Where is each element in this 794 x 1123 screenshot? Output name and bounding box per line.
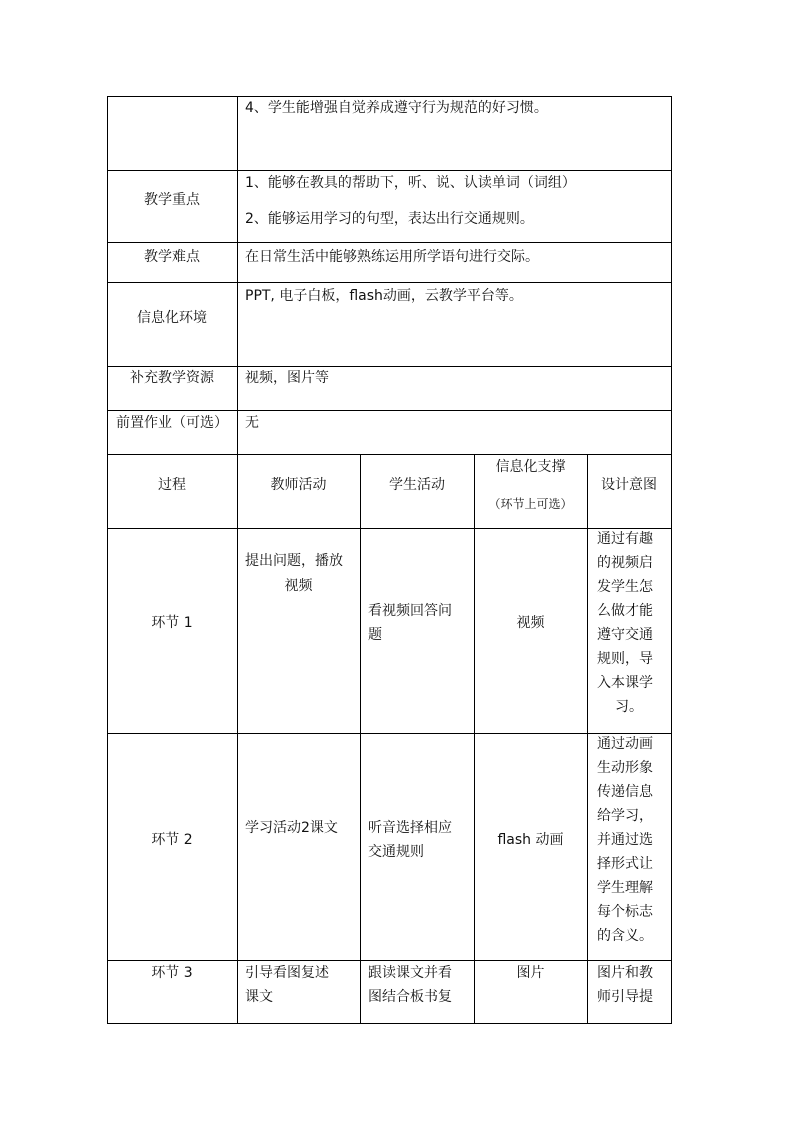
step-2-intent-line-8: 每个标志 xyxy=(597,904,653,920)
step-2-student-line-1: 听音选择相应 xyxy=(368,820,452,836)
step-2-intent-line-5: 并通过选 xyxy=(597,832,653,848)
step-3-name: 环节 3 xyxy=(151,965,193,981)
step-1-intent-line-4: 么做才能 xyxy=(597,603,653,619)
difficulties-label: 教学难点 xyxy=(144,249,200,265)
step-2-intent-line-1: 通过动画 xyxy=(597,736,653,752)
step-1-teacher-line-1: 提出问题，播放 xyxy=(245,553,343,569)
header-it-support-note: （环节上可选） xyxy=(488,497,573,511)
step-2-intent-line-9: 的含义。 xyxy=(597,928,653,944)
step-2-teacher-line-1: 学习活动2课文 xyxy=(245,820,338,836)
step-1-intent-line-7: 入本课学 xyxy=(597,675,653,691)
step-1-intent-line-6: 规则，导 xyxy=(597,651,653,667)
step-3-it: 图片 xyxy=(516,965,545,981)
step-1-student-line-1: 看视频回答问 xyxy=(368,603,452,619)
header-intent: 设计意图 xyxy=(601,477,657,493)
step-3-teacher-line-1: 引导看图复述 xyxy=(245,965,329,981)
it-env-text: PPT, 电子白板，flash动画，云教学平台等。 xyxy=(245,288,523,304)
step-1-intent-line-8: 习。 xyxy=(615,699,643,715)
resources-text: 视频，图片等 xyxy=(245,370,329,386)
column-divider xyxy=(237,96,238,1024)
step-2-intent-line-2: 生动形象 xyxy=(597,760,653,776)
table-border-right xyxy=(671,96,672,1024)
column-divider xyxy=(360,454,361,1024)
step-2-intent-line-3: 传递信息 xyxy=(597,784,653,800)
header-it-support: 信息化支撑 xyxy=(495,459,566,475)
key-points-label: 教学重点 xyxy=(144,192,200,208)
header-process: 过程 xyxy=(158,477,186,493)
step-3-intent-line-1: 图片和教 xyxy=(597,965,653,981)
step-1-student-line-2: 题 xyxy=(368,627,382,643)
step-1-teacher-line-2: 视频 xyxy=(284,578,313,594)
pre-work-label: 前置作业（可选） xyxy=(116,415,228,431)
step-2-student-line-2: 交通规则 xyxy=(368,844,424,860)
step-1-it: 视频 xyxy=(516,615,545,631)
step-3-intent-line-2: 师引导提 xyxy=(597,989,653,1005)
table-border-left xyxy=(107,96,108,1024)
column-divider xyxy=(474,454,475,1024)
column-divider xyxy=(587,454,588,1024)
step-1-intent-line-3: 发学生怎 xyxy=(597,579,653,595)
difficulties-text: 在日常生活中能够熟练运用所学语句进行交际。 xyxy=(245,249,539,265)
resources-label: 补充教学资源 xyxy=(130,370,214,386)
objective-item-4: 4、学生能增强自觉养成遵守行为规范的好习惯。 xyxy=(245,100,548,116)
it-env-label: 信息化环境 xyxy=(137,310,207,326)
step-2-name: 环节 2 xyxy=(151,832,193,848)
row-divider xyxy=(107,282,672,283)
step-2-intent-line-4: 给学习， xyxy=(597,808,653,824)
step-3-student-line-1: 跟读课文并看 xyxy=(368,965,452,981)
step-2-intent-line-6: 择形式让 xyxy=(597,856,653,872)
key-point-item-1: 1、能够在教具的帮助下，听、说、认读单词（词组） xyxy=(245,175,576,191)
step-1-name: 环节 1 xyxy=(151,615,193,631)
key-point-item-2: 2、能够运用学习的句型，表达出行交通规则。 xyxy=(245,211,534,227)
step-1-intent-line-5: 遵守交通 xyxy=(597,627,653,643)
step-2-intent-line-7: 学生理解 xyxy=(597,880,653,896)
step-2-it: flash 动画 xyxy=(497,832,564,848)
header-teacher: 教师活动 xyxy=(270,477,327,493)
step-1-intent-line-1: 通过有趣 xyxy=(597,531,653,547)
step-3-student-line-2: 图结合板书复 xyxy=(368,989,452,1005)
lesson-plan-table xyxy=(107,96,672,1024)
row-divider xyxy=(107,242,672,243)
step-3-teacher-line-2: 课文 xyxy=(245,989,273,1005)
pre-work-text: 无 xyxy=(245,415,259,431)
step-1-intent-line-2: 的视频启 xyxy=(597,555,653,571)
header-student: 学生活动 xyxy=(389,477,445,493)
